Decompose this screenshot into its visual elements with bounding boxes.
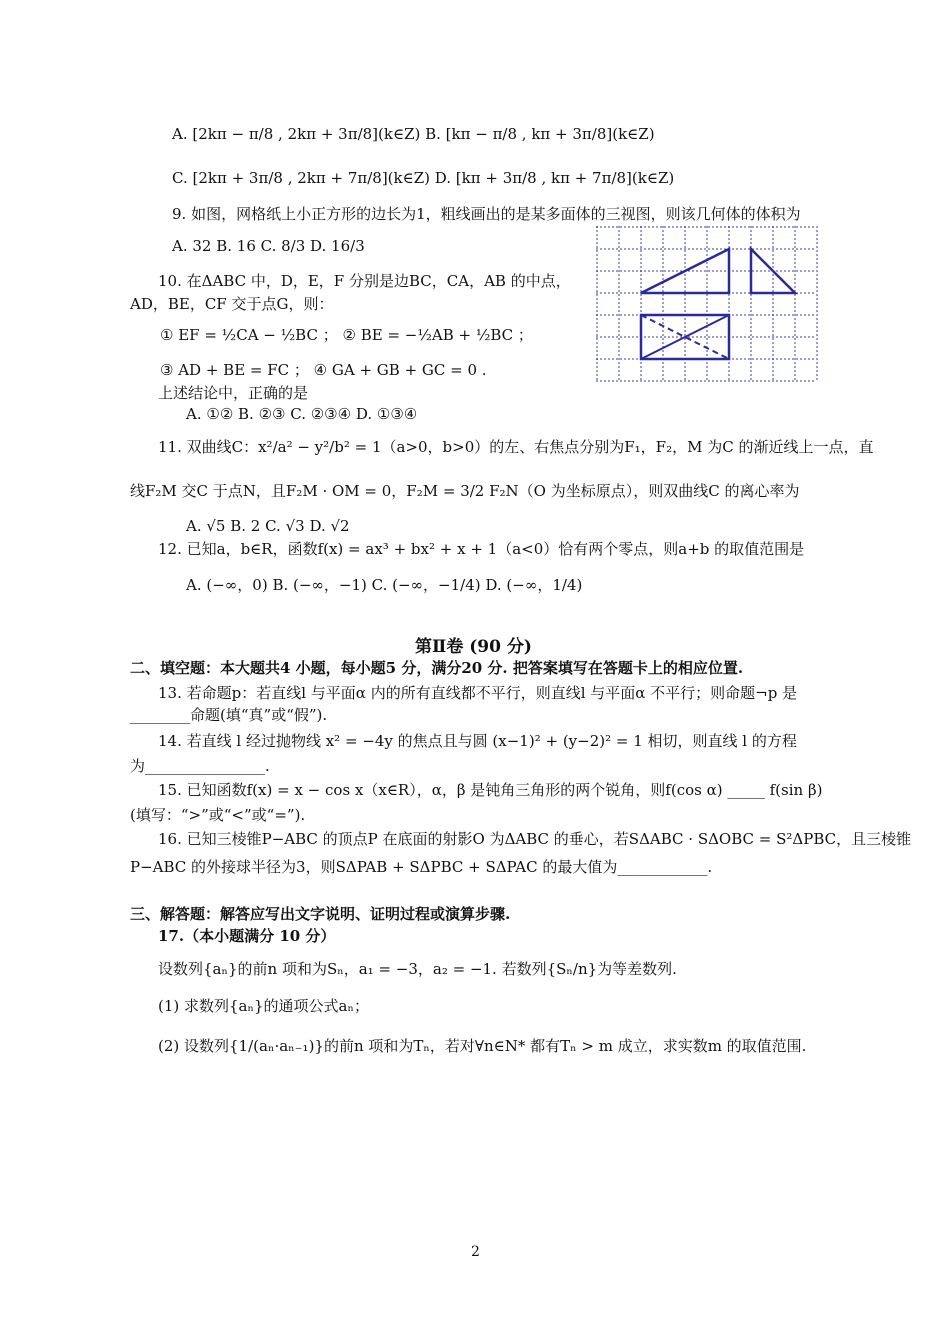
q17-part-1: (1) 求数列{aₙ}的通项公式aₙ；: [158, 997, 369, 1015]
q9-options: A. 32 B. 16 C. 8/3 D. 16/3: [172, 237, 365, 255]
q14-stem-1: 14. 若直线 l 经过抛物线 x² = −4y 的焦点且与圆 (x−1)² + (y−2)² = 1 相切，则直线 l 的方程: [158, 732, 797, 750]
q17-part-2: (2) 设数列{1/(aₙ·aₙ₋₁)}的前n 项和为Tₙ，若对∀n∈N* 都有Tₙ > m 成立，求实数m 的取值范围.: [158, 1037, 807, 1055]
q15-stem-2: (填写：“>”或“<”或“=”).: [130, 806, 306, 824]
q9-stem: 9. 如图，网格纸上小正方形的边长为1，粗线画出的是某多面体的三视图，则该几何体的体积为: [172, 205, 801, 223]
section-2-heading: 二、填空题：本大题共4 小题，每小题5 分，满分20 分. 把答案填写在答题卡上的相应位置.: [130, 659, 744, 677]
page-number: 2: [471, 1244, 480, 1260]
q13-stem-2: ________命题(填“真”或“假”).: [130, 706, 328, 724]
q10-stmt-34: ③ AD + BE = FC ； ④ GA + GB + GC = 0 .: [160, 361, 487, 379]
q11-options: A. √5 B. 2 C. √3 D. √2: [186, 517, 350, 535]
q10-stem-2: AD，BE，CF 交于点G，则：: [130, 295, 334, 313]
section-3-heading: 三、解答题：解答应写出文字说明、证明过程或演算步骤.: [130, 905, 511, 923]
q10-question: 上述结论中，正确的是: [158, 384, 309, 402]
part-2-title: 第Ⅱ卷 (90 分): [415, 637, 532, 657]
q10-stem-1: 10. 在ΔABC 中，D，E，F 分别是边BC，CA，AB 的中点，: [158, 272, 571, 290]
q14-stem-2: 为________________.: [130, 757, 270, 775]
q8-options-cd: C. [2kπ + 3π/8 , 2kπ + 7π/8](k∈Z) D. [kπ + 3π/8 , kπ + 7π/8](k∈Z): [172, 169, 675, 187]
q12-stem: 12. 已知a，b∈R，函数f(x) = ax³ + bx² + x + 1（a<0）恰有两个零点，则a+b 的取值范围是: [158, 540, 805, 558]
q13-stem-1: 13. 若命题p：若直线l 与平面α 内的所有直线都不平行，则直线l 与平面α 不平行；则命题¬p 是: [158, 684, 798, 702]
q10-options: A. ①② B. ②③ C. ②③④ D. ①③④: [186, 405, 418, 423]
three-view-grid-figure: [596, 226, 818, 382]
q12-options: A. (−∞，0) B. (−∞，−1) C. (−∞，−1/4) D. (−∞，1/4): [186, 576, 583, 594]
q16-stem-2: P−ABC 的外接球半径为3，则SΔPAB + SΔPBC + SΔPAC 的最大值为____________.: [130, 858, 713, 876]
q16-stem-1: 16. 已知三棱锥P−ABC 的顶点P 在底面的射影O 为ΔABC 的垂心，若SΔABC · SΔOBC = S²ΔPBC，且三棱锥: [158, 830, 912, 848]
q8-options-ab: A. [2kπ − π/8 , 2kπ + 3π/8](k∈Z) B. [kπ − π/8 , kπ + 3π/8](k∈Z): [172, 125, 655, 143]
q17-heading: 17.（本小题满分 10 分）: [158, 927, 336, 945]
q17-stem: 设数列{aₙ}的前n 项和为Sₙ，a₁ = −3，a₂ = −1. 若数列{Sₙ/n}为等差数列.: [158, 960, 677, 978]
q11-stem-2: 线F₂M 交C 于点N，且F₂M · OM = 0，F₂M = 3/2 F₂N（O 为坐标原点），则双曲线C 的离心率为: [130, 482, 800, 500]
q11-stem-1: 11. 双曲线C：x²/a² − y²/b² = 1（a>0，b>0）的左、右焦点分别为F₁，F₂，M 为C 的渐近线上一点，直: [158, 438, 874, 456]
q15-stem-1: 15. 已知函数f(x) = x − cos x（x∈R），α，β 是钝角三角形的两个锐角，则f(cos α) _____ f(sin β): [158, 781, 823, 799]
q10-stmt-12: ① EF = ½CA − ½BC ； ② BE = −½AB + ½BC ；: [160, 326, 533, 344]
